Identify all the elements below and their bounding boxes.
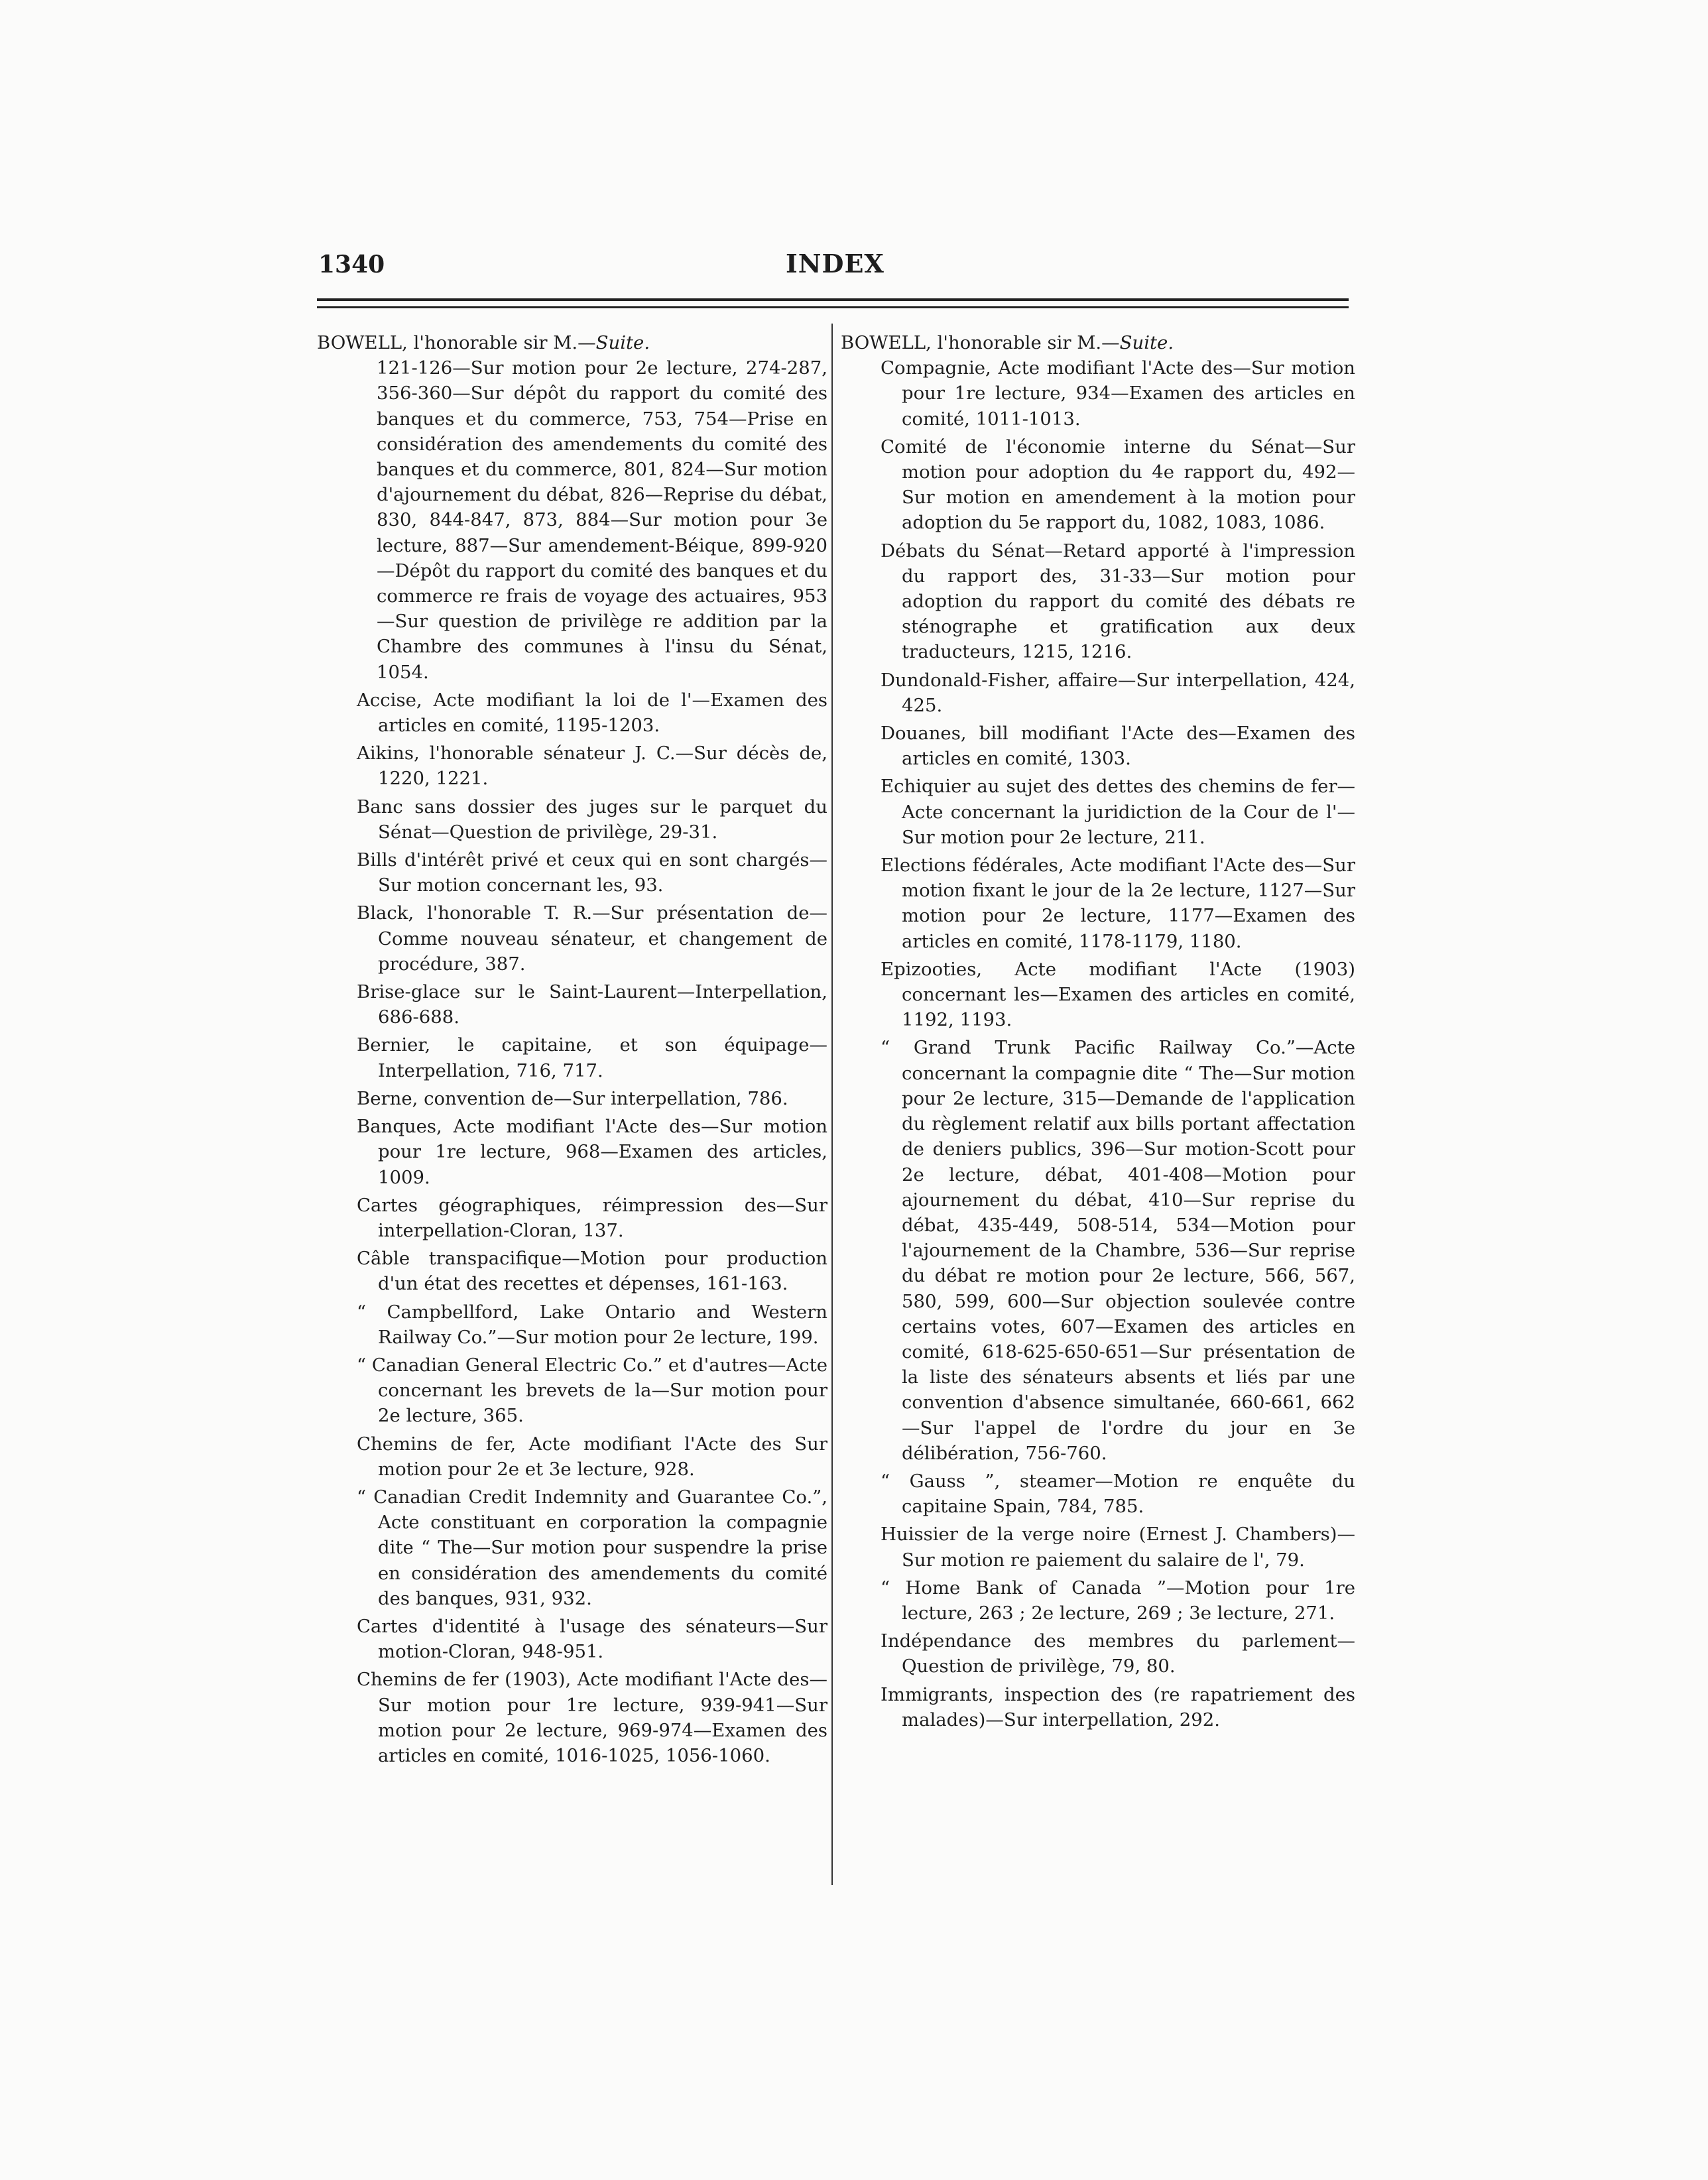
column-divider bbox=[831, 324, 833, 1885]
left-entry-10: Câble transpacifique—Motion pour production d'un état des recettes et dépenses, 161-163. bbox=[357, 1248, 827, 1295]
left-entry-1: Aikins, l'honorable sénateur J. C.—Sur décès de, 1220, 1221. bbox=[357, 743, 827, 790]
right-entry-4: Douanes, bill modifiant l'Acte des—Examen des articles en comité, 1303. bbox=[881, 723, 1355, 770]
left-continuation: 121-126—Sur motion pour 2e lecture, 274-287, 356-360—Sur dépôt du rapport du comité des banques et du commerce, 753, 754—Prise en considération des amendements du comité des banques et du commerce, 801, 824—Sur motion d'ajournement du débat, 826—Reprise du débat, 830, 844-847, 873, 884—Sur motion pour 3e lecture, 887—Sur amendement-Béique, 899-920—Dépôt du rapport du comité des banques et du commerce re frais de voyage des actuaires, 953—Sur question de privilège re addition par la Chambre des communes à l'insu du Sénat, 1054. bbox=[377, 357, 827, 683]
left-entry-8: Banques, Acte modifiant l'Acte des—Sur motion pour 1re lecture, 968—Examen des articles, 1009. bbox=[357, 1116, 827, 1188]
right-entry-11: “ Home Bank of Canada ”—Motion pour 1re lecture, 263 ; 2e lecture, 269 ; 3e lecture, 271. bbox=[881, 1577, 1355, 1624]
right-entry-8: “ Grand Trunk Pacific Railway Co.”—Acte concernant la compagnie dite “ The—Sur motion pour 2e lecture, 315—Demande de l'application du règlement relatif aux bills portant affectation de deniers publics, 396—Sur motion-Scott pour 2e lecture, débat, 401-408—Motion pour ajournement du débat, 410—Sur reprise du débat, 435-449, 508-514, 534—Motion pour l'ajournement de la Chambre, 536—Sur reprise du débat re motion pour 2e lecture, 566, 567, 580, 599, 600—Sur objection soulevée contre certains votes, 607—Examen des articles en comité, 618-625-650-651—Sur présentation de la liste des sénateurs absents et liés par une convention d'absence simultanée, 660-661, 662—Sur l'appel de l'ordre du jour en 3e délibération, 756-760. bbox=[881, 1037, 1355, 1464]
left-entry-0: Accise, Acte modifiant la loi de l'—Examen des articles en comité, 1195-1203. bbox=[357, 689, 827, 737]
left-entry-3: Bills d'intérêt privé et ceux qui en sont chargés—Sur motion concernant les, 93. bbox=[357, 849, 827, 896]
right-entry-7: Epizooties, Acte modifiant l'Acte (1903) concernant les—Examen des articles en comité, 1192, 1193. bbox=[881, 958, 1355, 1031]
left-entry-11: “ Campbellford, Lake Ontario and Western Railway Co.”—Sur motion pour 2e lecture, 199. bbox=[357, 1301, 827, 1348]
header-rule-top bbox=[317, 298, 1349, 301]
left-entry-13: Chemins de fer, Acte modifiant l'Acte des Sur motion pour 2e et 3e lecture, 928. bbox=[357, 1433, 827, 1480]
left-heading-suite: Suite. bbox=[595, 332, 650, 353]
right-entry-5: Echiquier au sujet des dettes des chemins de fer—Acte concernant la juridiction de la Cour de l'—Sur motion pour 2e lecture, 211. bbox=[881, 776, 1355, 848]
right-entry-12: Indépendance des membres du parlement—Question de privilège, 79, 80. bbox=[881, 1630, 1355, 1677]
left-entry-9: Cartes géographiques, réimpression des—Sur interpellation-Cloran, 137. bbox=[357, 1194, 827, 1241]
right-entry-3: Dundonald-Fisher, affaire—Sur interpellation, 424, 425. bbox=[881, 669, 1355, 716]
right-heading-suite: Suite. bbox=[1119, 332, 1174, 353]
left-entry-12: “ Canadian General Electric Co.” et d'autres—Acte concernant les brevets de la—Sur motion pour 2e lecture, 365. bbox=[357, 1354, 827, 1427]
page-title: INDEX bbox=[786, 249, 884, 278]
right-column bbox=[841, 330, 1355, 1735]
left-entry-2: Banc sans dossier des juges sur le parquet du Sénat—Question de privilège, 29-31. bbox=[357, 796, 827, 843]
left-entry-7: Berne, convention de—Sur interpellation, 786. bbox=[357, 1087, 788, 1109]
right-entry-9: “ Gauss ”, steamer—Motion re enquête du capitaine Spain, 784, 785. bbox=[881, 1470, 1355, 1518]
left-entry-5: Brise-glace sur le Saint-Laurent—Interpellation, 686-688. bbox=[357, 981, 827, 1028]
right-entry-10: Huissier de la verge noire (Ernest J. Chambers)—Sur motion re paiement du salaire de l', 79. bbox=[881, 1524, 1355, 1571]
left-heading bbox=[317, 330, 827, 355]
right-heading-main: BOWELL, l'honorable sir M.— bbox=[841, 332, 1120, 353]
right-heading bbox=[841, 330, 1355, 355]
right-entry-1: Comité de l'économie interne du Sénat—Sur motion pour adoption du 4e rapport du, 492—Sur motion en amendement à la motion pour adoption du 5e rapport du, 1082, 1083, 1086. bbox=[881, 436, 1355, 534]
left-heading-main: BOWELL, l'honorable sir M.— bbox=[317, 332, 596, 353]
left-entry-16: Chemins de fer (1903), Acte modifiant l'Acte des—Sur motion pour 1re lecture, 939-941—Sur motion pour 2e lecture, 969-974—Examen des articles en comité, 1016-1025, 1056-1060. bbox=[357, 1669, 827, 1766]
right-entry-13: Immigrants, inspection des (re rapatriement des malades)—Sur interpellation, 292. bbox=[881, 1683, 1355, 1730]
left-entry-15: Cartes d'identité à l'usage des sénateurs—Sur motion-Cloran, 948-951. bbox=[357, 1615, 827, 1663]
header-rule-bottom bbox=[317, 306, 1349, 308]
page-number: 1340 bbox=[318, 251, 385, 278]
right-entry-0: Compagnie, Acte modifiant l'Acte des—Sur motion pour 1re lecture, 934—Examen des articles en comité, 1011-1013. bbox=[881, 357, 1355, 430]
right-entry-6: Elections fédérales, Acte modifiant l'Acte des—Sur motion fixant le jour de la 2e lecture, 1127—Sur motion pour 2e lecture, 1177—Examen des articles en comité, 1178-1179, 1180. bbox=[881, 855, 1355, 952]
left-entry-6: Bernier, le capitaine, et son équipage—Interpellation, 716, 717. bbox=[357, 1034, 827, 1081]
left-entry-4: Black, l'honorable T. R.—Sur présentation de—Comme nouveau sénateur, et changement de procédure, 387. bbox=[357, 902, 827, 975]
left-column bbox=[317, 330, 827, 1771]
left-entry-14: “ Canadian Credit Indemnity and Guarantee Co.”, Acte constituant en corporation la compagnie dite “ The—Sur motion pour suspendre la prise en considération des amendements du comité des banques, 931, 932. bbox=[357, 1486, 827, 1609]
right-entry-2: Débats du Sénat—Retard apporté à l'impression du rapport des, 31-33—Sur motion pour adoption du rapport du comité des débats re sténographe et gratification aux deux traducteurs, 1215, 1216. bbox=[881, 540, 1355, 663]
